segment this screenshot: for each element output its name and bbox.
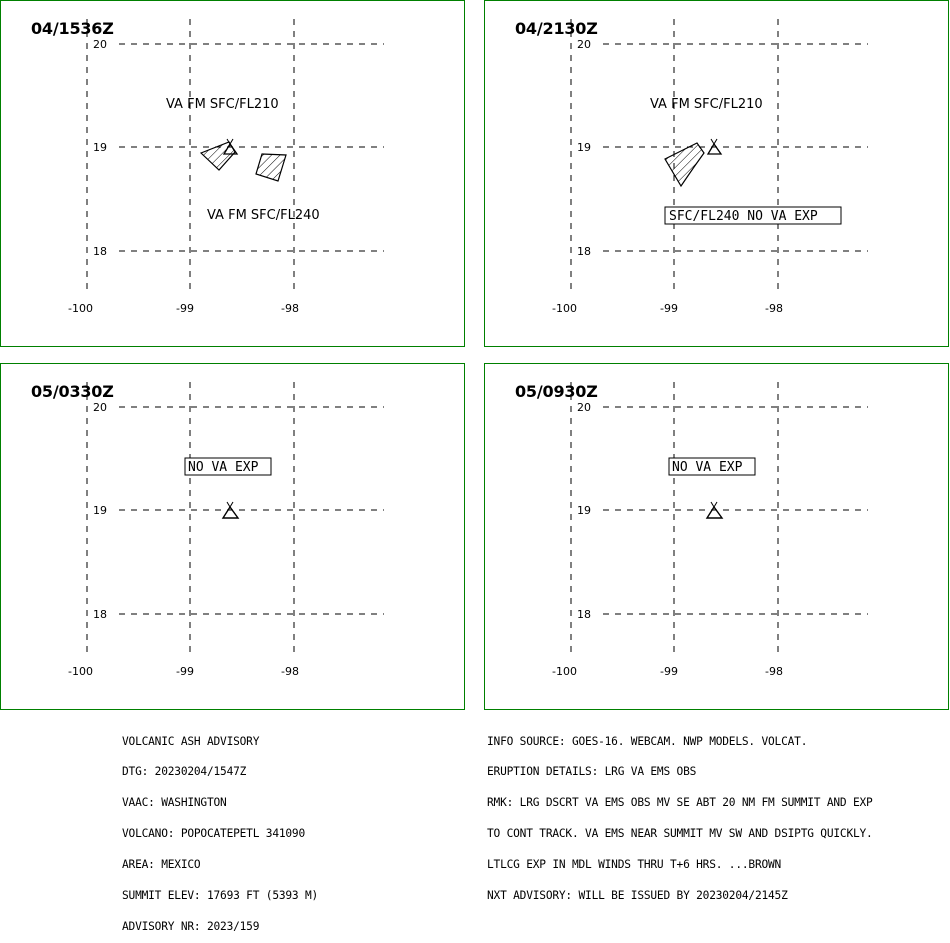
advisory-summit-elev: SUMMIT ELEV: 17693 FT (5393 M) [122, 889, 319, 903]
ash-cloud-area [256, 154, 286, 181]
lat-tick-label: 19 [577, 504, 591, 517]
ash-layer-label: VA FM SFC/FL240 [207, 208, 320, 223]
next-advisory: NXT ADVISORY: WILL BE ISSUED BY 20230204/2145Z [487, 889, 788, 903]
lat-tick-label: 19 [577, 141, 591, 154]
lon-tick-label: -99 [176, 302, 194, 315]
lon-tick-label: -98 [281, 302, 299, 315]
advisory-number: ADVISORY NR: 2023/159 [122, 919, 260, 933]
boxed-label: SFC/FL240 NO VA EXP [669, 209, 818, 224]
boxed-label: NO VA EXP [672, 460, 743, 475]
lon-tick-label: -99 [176, 665, 194, 678]
remarks-line: RMK: LRG DSCRT VA EMS OBS MV SE ABT 20 NM FM SUMMIT AND EXP [487, 796, 873, 810]
advisory-vaac: VAAC: WASHINGTON [122, 796, 227, 810]
lat-tick-label: 20 [93, 401, 107, 414]
advisory-area: AREA: MEXICO [122, 858, 201, 872]
advisory-remarks-info [487, 716, 873, 912]
advisory-header-info [122, 716, 318, 943]
map-plot [485, 1, 949, 347]
ash-cloud-area [201, 142, 235, 170]
forecast-panel-initial [0, 0, 465, 347]
advisory-volcano: VOLCANO: POPOCATEPETL 341090 [122, 827, 305, 841]
ash-cloud-area [665, 143, 704, 186]
ash-layer-label: VA FM SFC/FL210 [650, 97, 763, 112]
panel-time: 05/0930Z [515, 382, 598, 401]
advisory-title: VOLCANIC ASH ADVISORY [122, 734, 260, 748]
lon-tick-label: -98 [281, 665, 299, 678]
lat-tick-label: 18 [93, 608, 107, 621]
lon-tick-label: -100 [68, 665, 93, 678]
advisory-dtg: DTG: 20230204/1547Z [122, 765, 247, 779]
lat-tick-label: 19 [93, 141, 107, 154]
lat-tick-label: 20 [577, 38, 591, 51]
lon-tick-label: -100 [552, 665, 577, 678]
boxed-label: NO VA EXP [188, 460, 259, 475]
lon-tick-label: -99 [660, 302, 678, 315]
map-plot [1, 1, 465, 347]
map-plot [1, 364, 465, 710]
forecast-panel-t6 [484, 0, 949, 347]
lat-tick-label: 18 [577, 245, 591, 258]
lon-tick-label: -98 [765, 665, 783, 678]
panel-time: 04/1536Z [31, 19, 114, 38]
lon-tick-label: -98 [765, 302, 783, 315]
lon-tick-label: -100 [68, 302, 93, 315]
panel-time: 04/2130Z [515, 19, 598, 38]
lon-tick-label: -100 [552, 302, 577, 315]
eruption-details: ERUPTION DETAILS: LRG VA EMS OBS [487, 765, 697, 779]
remarks-line: TO CONT TRACK. VA EMS NEAR SUMMIT MV SW AND DSIPTG QUICKLY. [487, 827, 873, 841]
forecast-panel-t12 [0, 363, 465, 710]
remarks-line: LTLCG EXP IN MDL WINDS THRU T+6 HRS. ...BROWN [487, 858, 782, 872]
info-source: INFO SOURCE: GOES-16. WEBCAM. NWP MODELS. VOLCAT. [487, 734, 808, 748]
lat-tick-label: 20 [577, 401, 591, 414]
lat-tick-label: 20 [93, 38, 107, 51]
lat-tick-label: 18 [93, 245, 107, 258]
ash-layer-label: VA FM SFC/FL210 [166, 97, 279, 112]
panel-time: 05/0330Z [31, 382, 114, 401]
lat-tick-label: 18 [577, 608, 591, 621]
forecast-panel-t18 [484, 363, 949, 710]
lat-tick-label: 19 [93, 504, 107, 517]
map-plot [485, 364, 949, 710]
lon-tick-label: -99 [660, 665, 678, 678]
